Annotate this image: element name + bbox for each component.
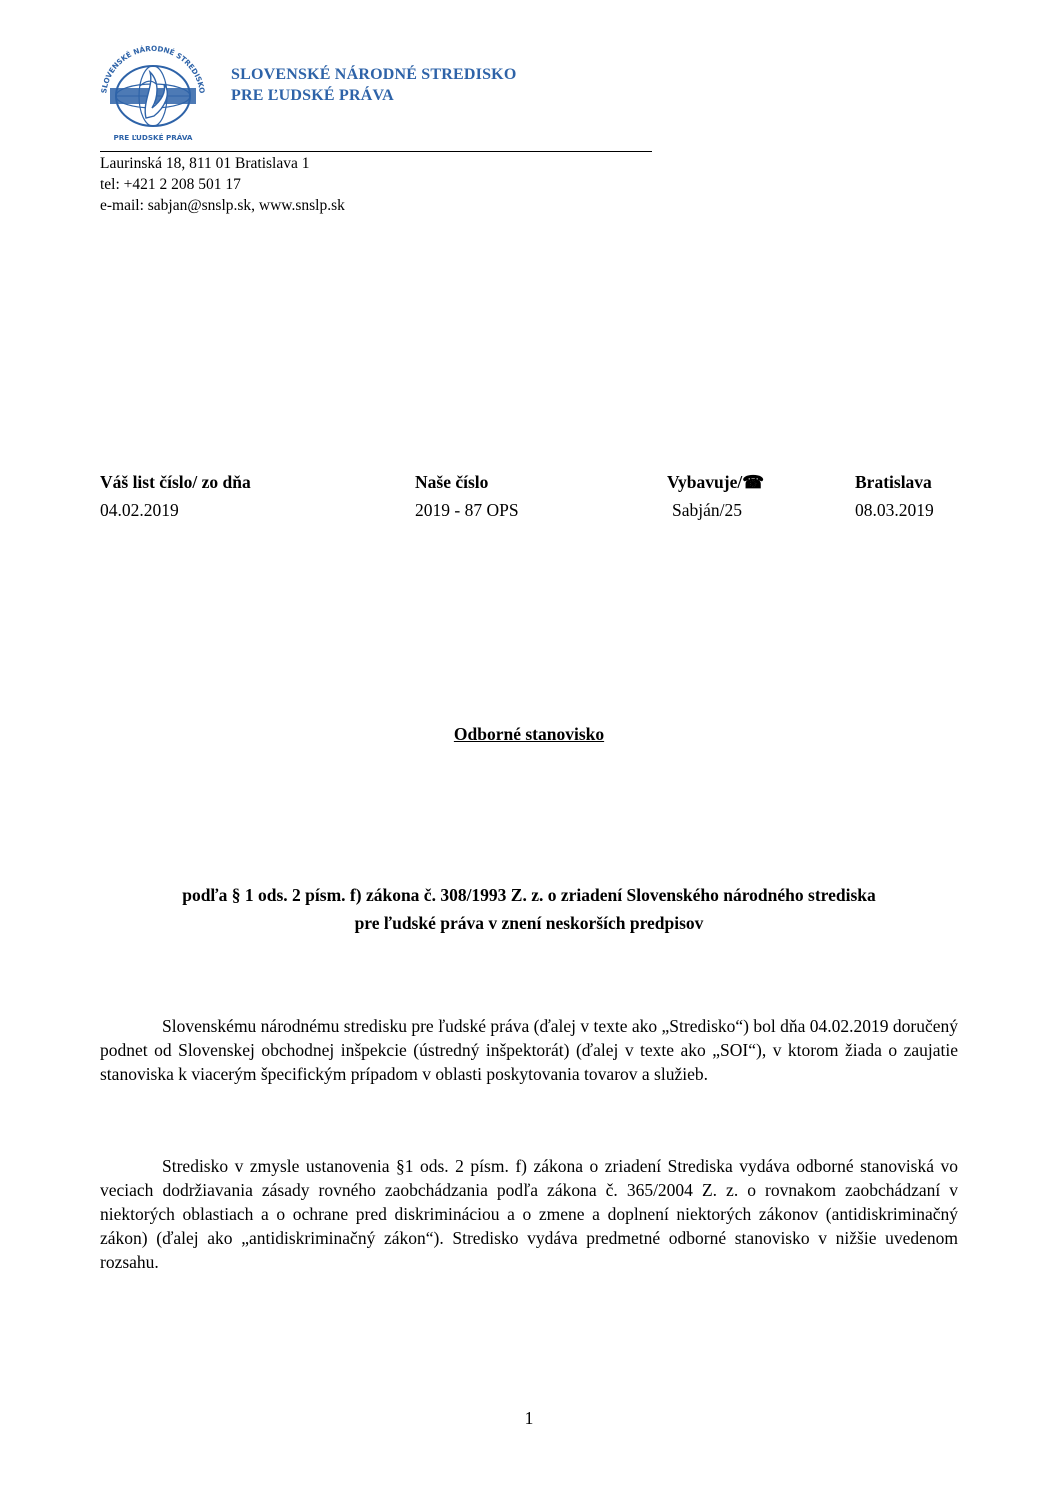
logo-bottom-text: PRE ĽUDSKÉ PRÁVA: [113, 133, 193, 142]
logo-ring-text: SLOVENSKÉ NÁRODNÉ STREDISKO: [99, 43, 207, 94]
paragraph-1-text: Slovenskému národnému stredisku pre ľudské práva (ďalej v texte ako „Stredisko“) bol dňa 04.02.2019 doručený podnet od Slovenskej obchodnej inšpekcie (ústredný inšpektorát) (ďalej v texte ako „SOI“), v ktorom žiada o zaujatie stanoviska k viacerým špecifickým prípadom v oblasti poskytovania tovarov a služieb.: [100, 1016, 959, 1084]
organization-logo: [94, 36, 212, 146]
page-number: 1: [524, 1408, 534, 1428]
your-letter-column: [100, 468, 251, 524]
handled-by-column: [667, 468, 764, 524]
document-title: Odborné stanovisko: [453, 724, 605, 744]
place-date-column: [855, 468, 934, 524]
your-letter-label: Váš list číslo/ zo dňa: [100, 472, 251, 492]
email-line: e-mail: sabjan@snslp.sk, www.snslp.sk: [100, 197, 345, 214]
organization-name: [231, 64, 516, 106]
your-letter-value: 04.02.2019: [100, 500, 179, 520]
date-value: 08.03.2019: [855, 500, 934, 520]
place-label: Bratislava: [855, 472, 932, 492]
subtitle-line2: pre ľudské práva v znení neskorších predpisov: [354, 913, 704, 933]
our-number-column: [415, 468, 519, 524]
paragraph-2: [100, 1154, 958, 1274]
handled-by-label: Vybavuje/☎: [667, 472, 765, 492]
logo-graphic: [94, 36, 212, 146]
document-subtitle: [100, 881, 958, 937]
organization-name-line1: SLOVENSKÉ NÁRODNÉ STREDISKO: [231, 66, 517, 83]
subtitle-line1: podľa § 1 ods. 2 písm. f) zákona č. 308/1993 Z. z. o zriadení Slovenského národného strediska: [182, 885, 876, 905]
organization-name-line2: PRE ĽUDSKÉ PRÁVA: [231, 87, 394, 104]
handled-by-value: Sabján/25: [672, 500, 742, 520]
paragraph-2-text: Stredisko v zmysle ustanovenia §1 ods. 2 písm. f) zákona o zriadení Strediska vydáva odborné stanoviská vo veciach dodržiavania zásady rovného zaobchádzania podľa zákona č. 365/2004 Z. z. o rovnakom zaobchádzaní v niektorých oblastiach a o ochrane pred diskrimináciou a o zmene a doplnení niektorých zákonov (antidiskriminačný zákon) (ďalej ako „antidiskriminačný zákon“). Stredisko vydáva predmetné odborné stanovisko v nižšie uvedenom rozsahu.: [100, 1156, 958, 1272]
our-number-label: Naše číslo: [415, 472, 489, 492]
contact-block: [100, 153, 345, 216]
our-number-value: 2019 - 87 OPS: [415, 500, 519, 520]
address-line: Laurinská 18, 811 01 Bratislava 1: [100, 155, 310, 172]
paragraph-1: [100, 1014, 958, 1086]
phone-line: tel: +421 2 208 501 17: [100, 176, 241, 193]
header-divider: [100, 151, 652, 152]
